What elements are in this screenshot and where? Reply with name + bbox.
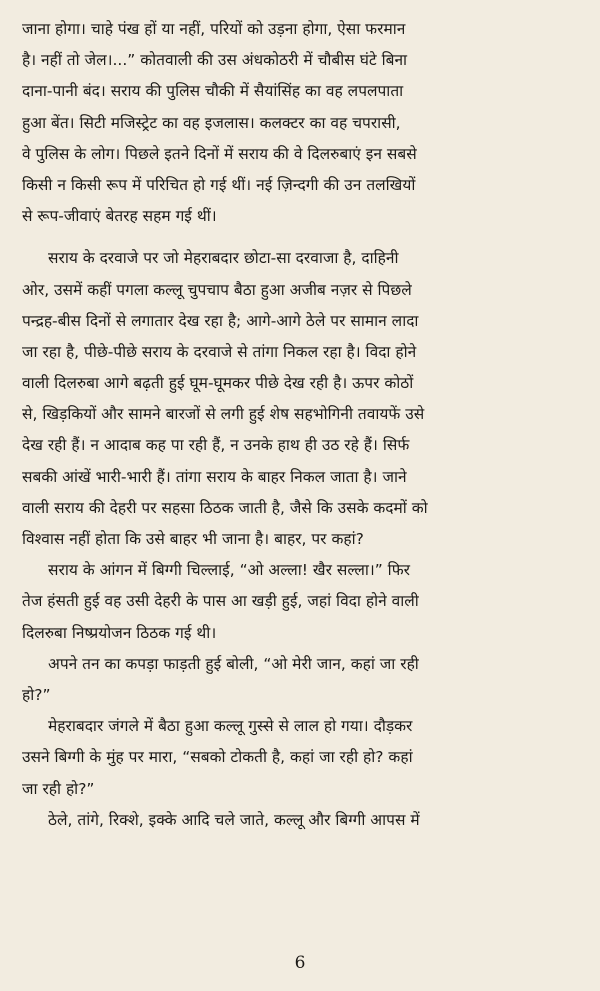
text-line: अपने तन का कपड़ा फाड़ती हुई बोली, “ओ मेरी जान, कहां जा रही <box>48 654 419 673</box>
text-line: मेहराबदार जंगले में बैठा हुआ कल्लू गुस्से से लाल हो गया। दौड़कर <box>48 717 413 736</box>
text-line: सराय के दरवाजे पर जो मेहराबदार छोटा-सा दरवाजा है, दाहिनी <box>48 249 399 268</box>
text-line: जा रहा है, पीछे-पीछे सराय के दरवाजे से तांगा निकल रहा है। विदा होने <box>22 342 417 361</box>
text-line: से रूप-जीवाएं बेतरह सहम गई थीं। <box>22 207 217 226</box>
paragraph <box>22 711 580 805</box>
text-line: पन्द्रह-बीस दिनों से लगातार देख रहा है; आगे-आगे ठेले पर सामान लादा <box>22 311 419 330</box>
paragraph <box>22 649 580 711</box>
text-line: दिलरुबा निष्प्रयोजन ठिठक गई थी। <box>22 623 217 642</box>
text-line: वे पुलिस के लोग। पिछले इतने दिनों में सराय की वे दिलरुबाएं इन सबसे <box>22 144 417 163</box>
paragraph <box>22 555 580 649</box>
text-line: हुआ बेंत। सिटी मजिस्ट्रेट का वह इजलास। कलक्टर का वह चपरासी, <box>22 113 401 132</box>
text-line: वाली दिलरुबा आगे बढ़ती हुई घूम-घूमकर पीछे देख रही है। ऊपर कोठों <box>22 374 414 393</box>
page-number: 6 <box>294 953 306 973</box>
paragraph <box>22 805 580 836</box>
text-line: जाना होगा। चाहे पंख हों या नहीं, परियों को उड़ना होगा, ऐसा फरमान <box>22 20 406 38</box>
text-line: हो?” <box>22 685 51 704</box>
text-line: ठेले, तांगे, रिक्शे, इक्के आदि चले जाते, कल्लू और बिग्गी आपस में <box>48 810 420 829</box>
text-line: दाना-पानी बंद। सराय की पुलिस चौकी में सैयांसिंह का वह लपलपाता <box>22 82 404 101</box>
paragraph <box>22 243 580 555</box>
text-line: तेज हंसती हुई वह उसी देहरी के पास आ खड़ी हुई, जहां विदा होने वाली <box>22 592 419 611</box>
text-line: ओर, उसमें कहीं पगला कल्लू चुपचाप बैठा हुआ अजीब नज़र से पिछले <box>22 280 412 299</box>
text-line: विश्वास नहीं होता कि उसे बाहर भी जाना है। बाहर, पर कहां? <box>22 530 364 548</box>
text-line: जा रही हो?” <box>22 779 95 798</box>
text-line: सबकी आंखें भारी-भारी हैं। तांगा सराय के बाहर निकल जाता है। जाने <box>22 467 407 486</box>
text-line: वाली सराय की देहरी पर सहसा ठिठक जाती है, जैसे कि उसके कदमों को <box>22 498 428 517</box>
paragraph <box>22 14 580 232</box>
text-line: है। नहीं तो जेल।...” कोतवाली की उस अंधकोठरी में चौबीस घंटे बिना <box>22 51 408 70</box>
text-line: उसने बिग्गी के मुंह पर मारा, “सबको टोकती है, कहां जा रही हो? कहां <box>22 748 413 767</box>
text-line: से, खिड़कियों और सामने बारजों से लगी हुई शेष सहभोगिनी तवायफें उसे <box>22 405 425 424</box>
text-line: किसी न किसी रूप में परिचित हो गई थीं। नई ज़िन्दगी की उन तलखियों <box>22 175 416 194</box>
text-line: सराय के आंगन में बिग्गी चिल्लाई, “ओ अल्ला! खैर सल्ला।” फिर <box>48 561 410 580</box>
text-line: देख रही हैं। न आदाब कह पा रही हैं, न उनके हाथ ही उठ रहे हैं। सिर्फ <box>22 436 410 455</box>
